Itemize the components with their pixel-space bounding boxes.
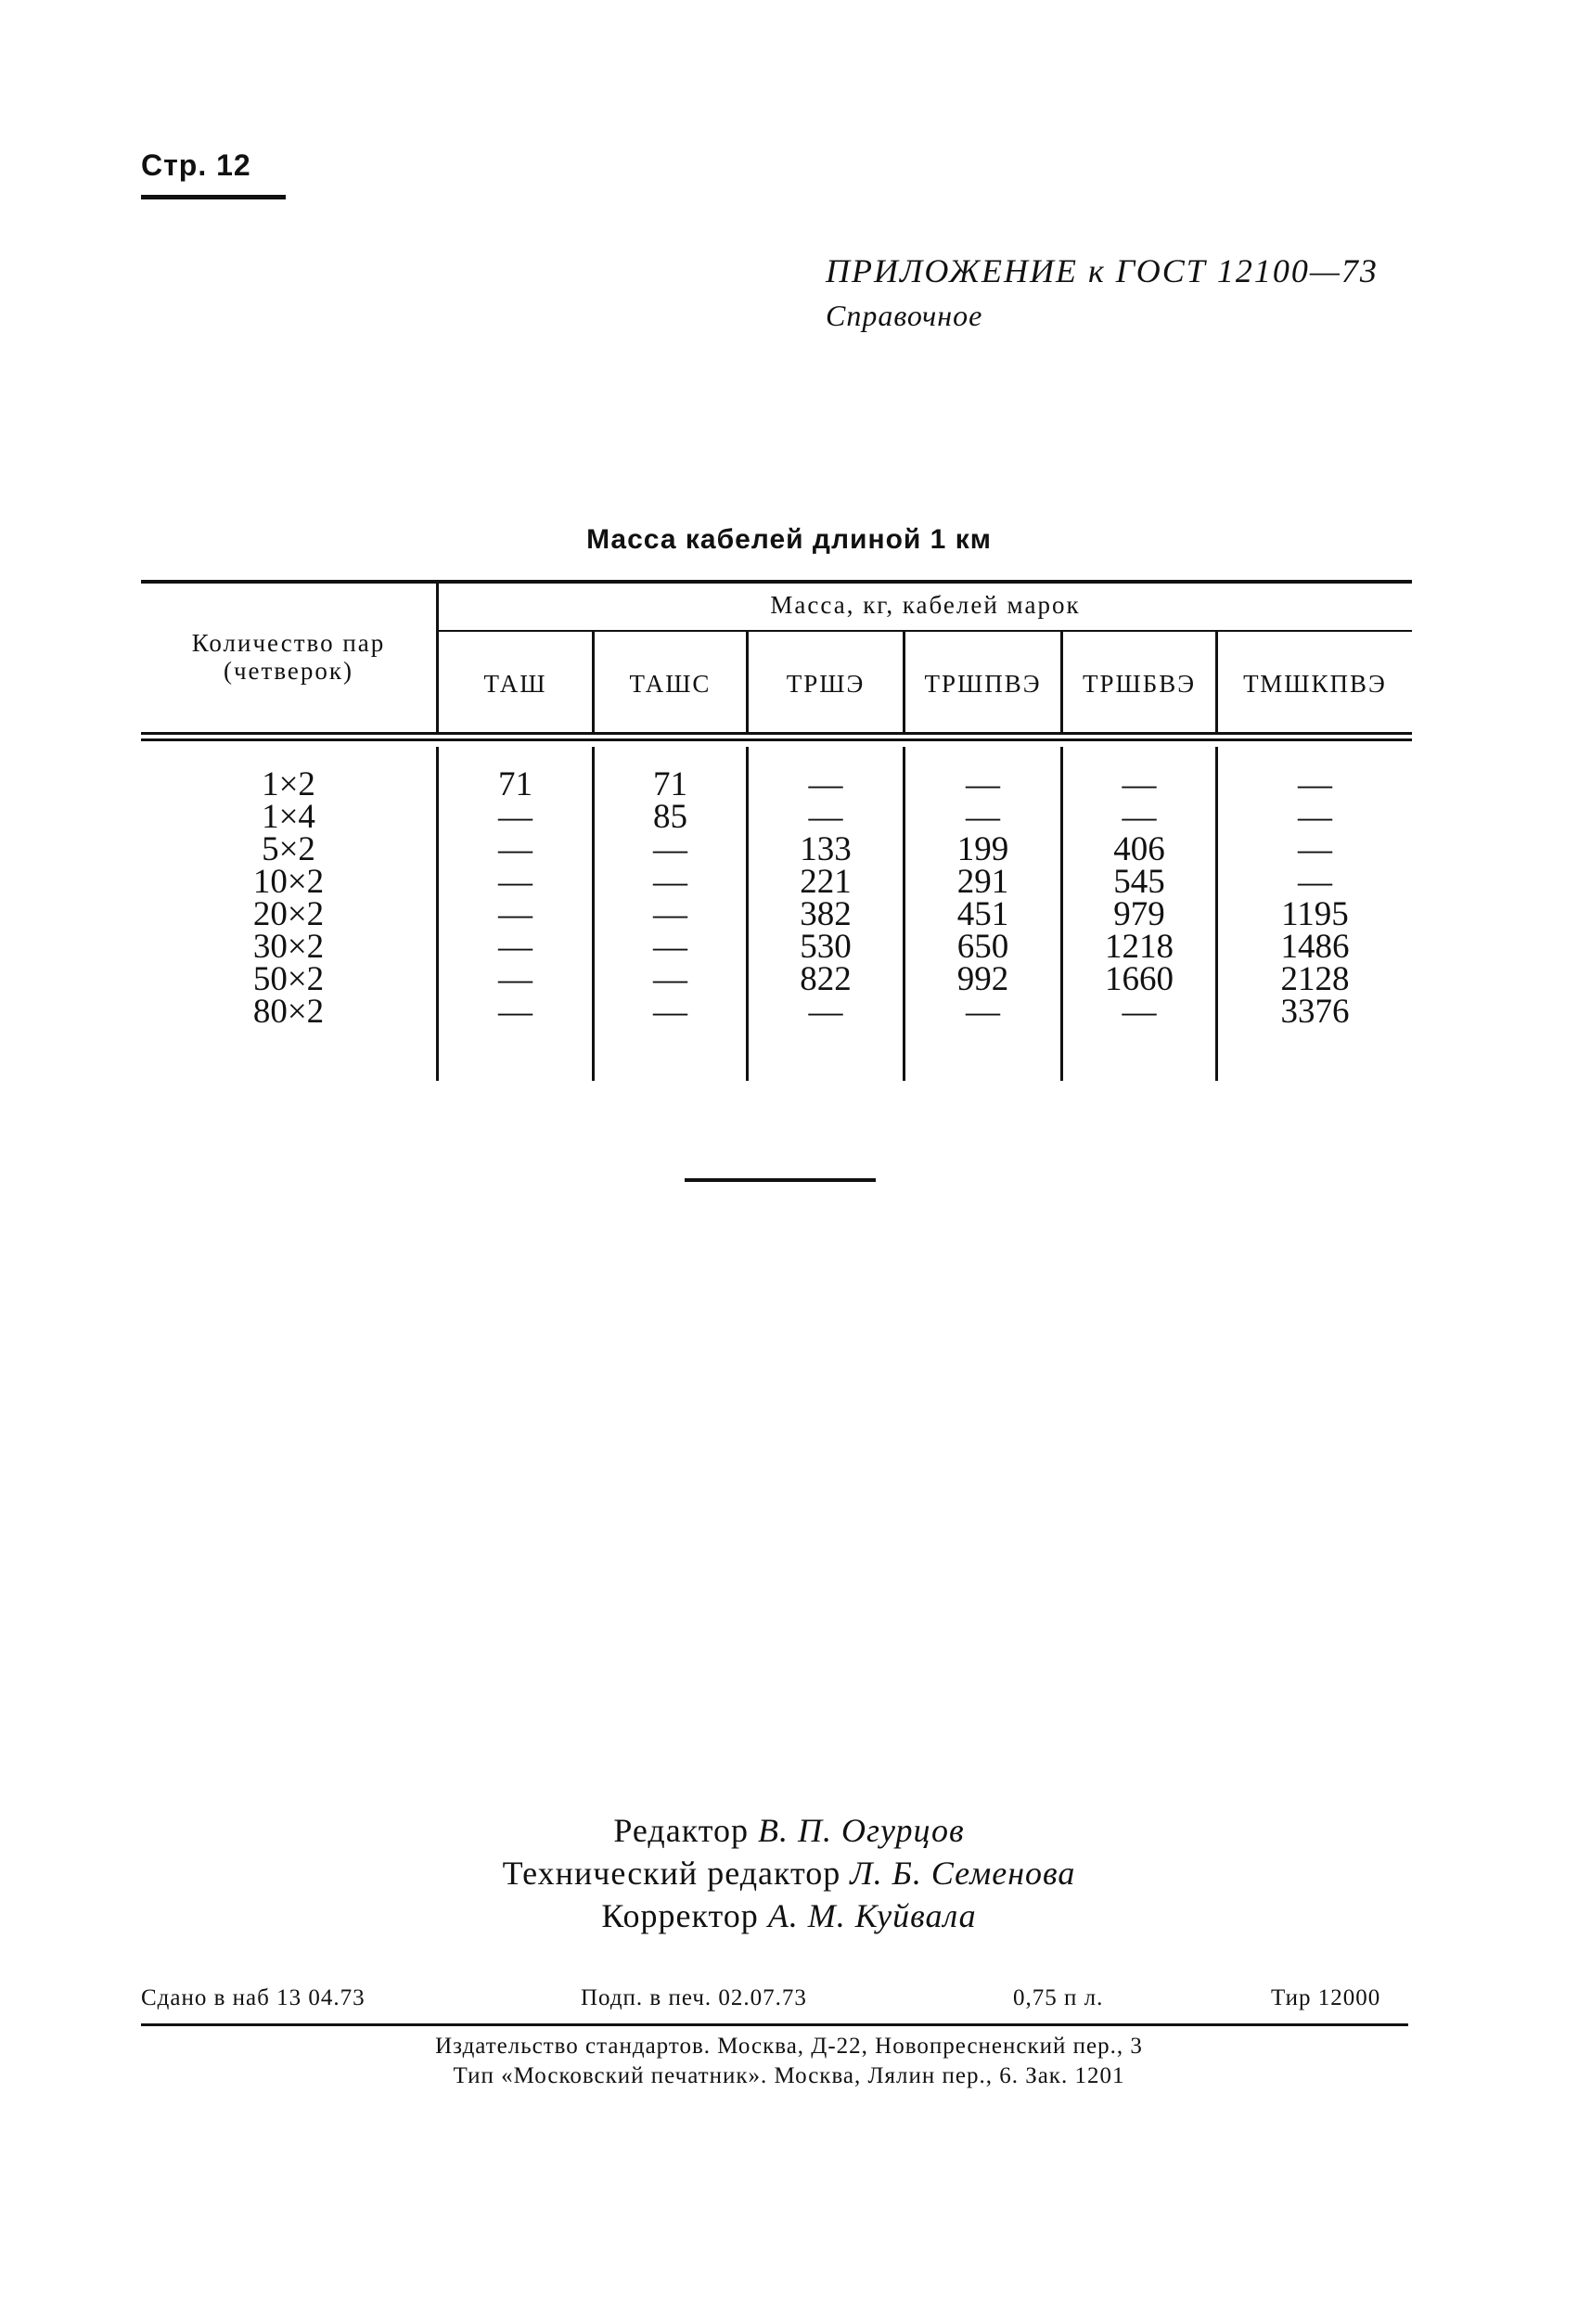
group-header-rule xyxy=(439,630,1412,632)
value-cell: — xyxy=(498,863,532,901)
end-separator xyxy=(685,1178,876,1182)
tech-editor-name: Л. Б. Семенова xyxy=(850,1855,1076,1892)
page-number-rule xyxy=(141,195,286,199)
value-cell: — xyxy=(1122,798,1157,836)
value-cell: 1486 xyxy=(1280,928,1350,966)
column-header-trshe: ТРШЭ xyxy=(786,670,866,698)
page-number: Стр. 12 xyxy=(141,148,251,182)
group-header: Масса, кг, кабелей марок xyxy=(770,591,1081,619)
value-cell: — xyxy=(498,993,532,1031)
stub-header-line2: (четверок) xyxy=(223,657,354,685)
value-cell: — xyxy=(653,830,687,868)
imprint-signed: Подп. в печ. 02.07.73 xyxy=(581,1985,807,2010)
column-header-trshbve: ТРШБВЭ xyxy=(1082,670,1197,698)
value-cell: — xyxy=(653,993,687,1031)
column-header-tashs: ТАШС xyxy=(629,670,712,698)
value-cell: — xyxy=(653,895,687,933)
pairs-cell: 20×2 xyxy=(252,895,325,933)
value-cell: 992 xyxy=(956,960,1009,998)
stub-header xyxy=(141,629,436,685)
pairs-cell: 1×4 xyxy=(262,798,315,836)
corrector-line xyxy=(0,1894,1578,1937)
value-cell: — xyxy=(966,798,1000,836)
pairs-cell: 80×2 xyxy=(252,993,325,1031)
value-cell: — xyxy=(498,928,532,966)
appendix-subtitle: Справочное xyxy=(826,299,983,332)
value-cell: 2128 xyxy=(1280,960,1350,998)
appendix-title: ПРИЛОЖЕНИЕ к ГОСТ 12100—73 xyxy=(826,252,1379,289)
stub-header-line1: Количество пар xyxy=(191,629,386,657)
editor-role: Редактор xyxy=(613,1812,749,1849)
pairs-cell: 1×2 xyxy=(262,765,315,803)
value-cell: 650 xyxy=(956,928,1009,966)
value-cell: — xyxy=(966,765,1000,803)
value-cell: — xyxy=(498,960,532,998)
value-cell: — xyxy=(808,798,843,836)
value-cell: — xyxy=(808,993,843,1031)
imprint-sheets: 0,75 п л. xyxy=(1013,1985,1104,2010)
pairs-cell: 50×2 xyxy=(252,960,325,998)
pairs-cell: 10×2 xyxy=(252,863,325,901)
table-top-rule xyxy=(141,580,1412,584)
header-double-rule-bottom xyxy=(141,738,1412,741)
value-cell: 1195 xyxy=(1281,895,1349,933)
value-cell: 133 xyxy=(800,830,852,868)
value-cell: — xyxy=(653,960,687,998)
value-cell: 1660 xyxy=(1105,960,1174,998)
value-cell: — xyxy=(498,830,532,868)
corrector-name: А. М. Куйвала xyxy=(767,1897,977,1934)
value-cell: 530 xyxy=(800,928,852,966)
value-cell: 406 xyxy=(1113,830,1165,868)
value-cell: 291 xyxy=(956,863,1009,901)
imprint-print-run: Тир 12000 xyxy=(1271,1985,1381,2010)
corrector-role: Корректор xyxy=(601,1897,759,1934)
value-cell: — xyxy=(808,765,843,803)
printer-line: Тип «Московский печатник». Москва, Лялин пер., 6. Зак. 1201 xyxy=(453,2063,1125,2088)
column-header-trshpve: ТРШПВЭ xyxy=(924,670,1042,698)
table-title: Масса кабелей длиной 1 км xyxy=(586,524,992,555)
value-cell: 1218 xyxy=(1105,928,1174,966)
value-cell: — xyxy=(1298,863,1332,901)
value-cell: — xyxy=(1122,993,1157,1031)
value-cell: 71 xyxy=(653,765,687,803)
value-cell: 545 xyxy=(1113,863,1165,901)
value-cell: — xyxy=(1122,765,1157,803)
value-cell: — xyxy=(1298,798,1332,836)
header-double-rule-top xyxy=(141,732,1412,735)
value-cell: — xyxy=(1298,765,1332,803)
value-cell: — xyxy=(498,895,532,933)
appendix-heading xyxy=(826,249,1379,338)
value-cell: 451 xyxy=(956,895,1009,933)
value-cell: 382 xyxy=(800,895,852,933)
credits xyxy=(0,1809,1578,1937)
value-cell: 822 xyxy=(800,960,852,998)
imprint-submitted: Сдано в наб 13 04.73 xyxy=(141,1985,366,2010)
imprint-rule xyxy=(141,2023,1408,2026)
value-cell: — xyxy=(1298,830,1332,868)
pairs-cell: 30×2 xyxy=(252,928,325,966)
value-cell: 71 xyxy=(498,765,532,803)
column-header-tmshkpve: ТМШКПВЭ xyxy=(1243,670,1387,698)
value-cell: 3376 xyxy=(1280,993,1350,1031)
value-cell: 85 xyxy=(653,798,687,836)
column-header-tash: ТАШ xyxy=(483,670,547,698)
value-cell: — xyxy=(653,863,687,901)
value-cell: — xyxy=(498,798,532,836)
value-cell: — xyxy=(966,993,1000,1031)
value-cell: 221 xyxy=(800,863,852,901)
tech-editor-line xyxy=(0,1852,1578,1894)
pairs-cell: 5×2 xyxy=(262,830,315,868)
editor-line xyxy=(0,1809,1578,1852)
publisher-line: Издательство стандартов. Москва, Д-22, Новопресненский пер., 3 xyxy=(435,2034,1143,2059)
value-cell: — xyxy=(653,928,687,966)
tech-editor-role: Технический редактор xyxy=(502,1855,841,1892)
value-cell: 979 xyxy=(1113,895,1165,933)
value-cell: 199 xyxy=(956,830,1009,868)
editor-name: В. П. Огурцов xyxy=(758,1812,965,1849)
